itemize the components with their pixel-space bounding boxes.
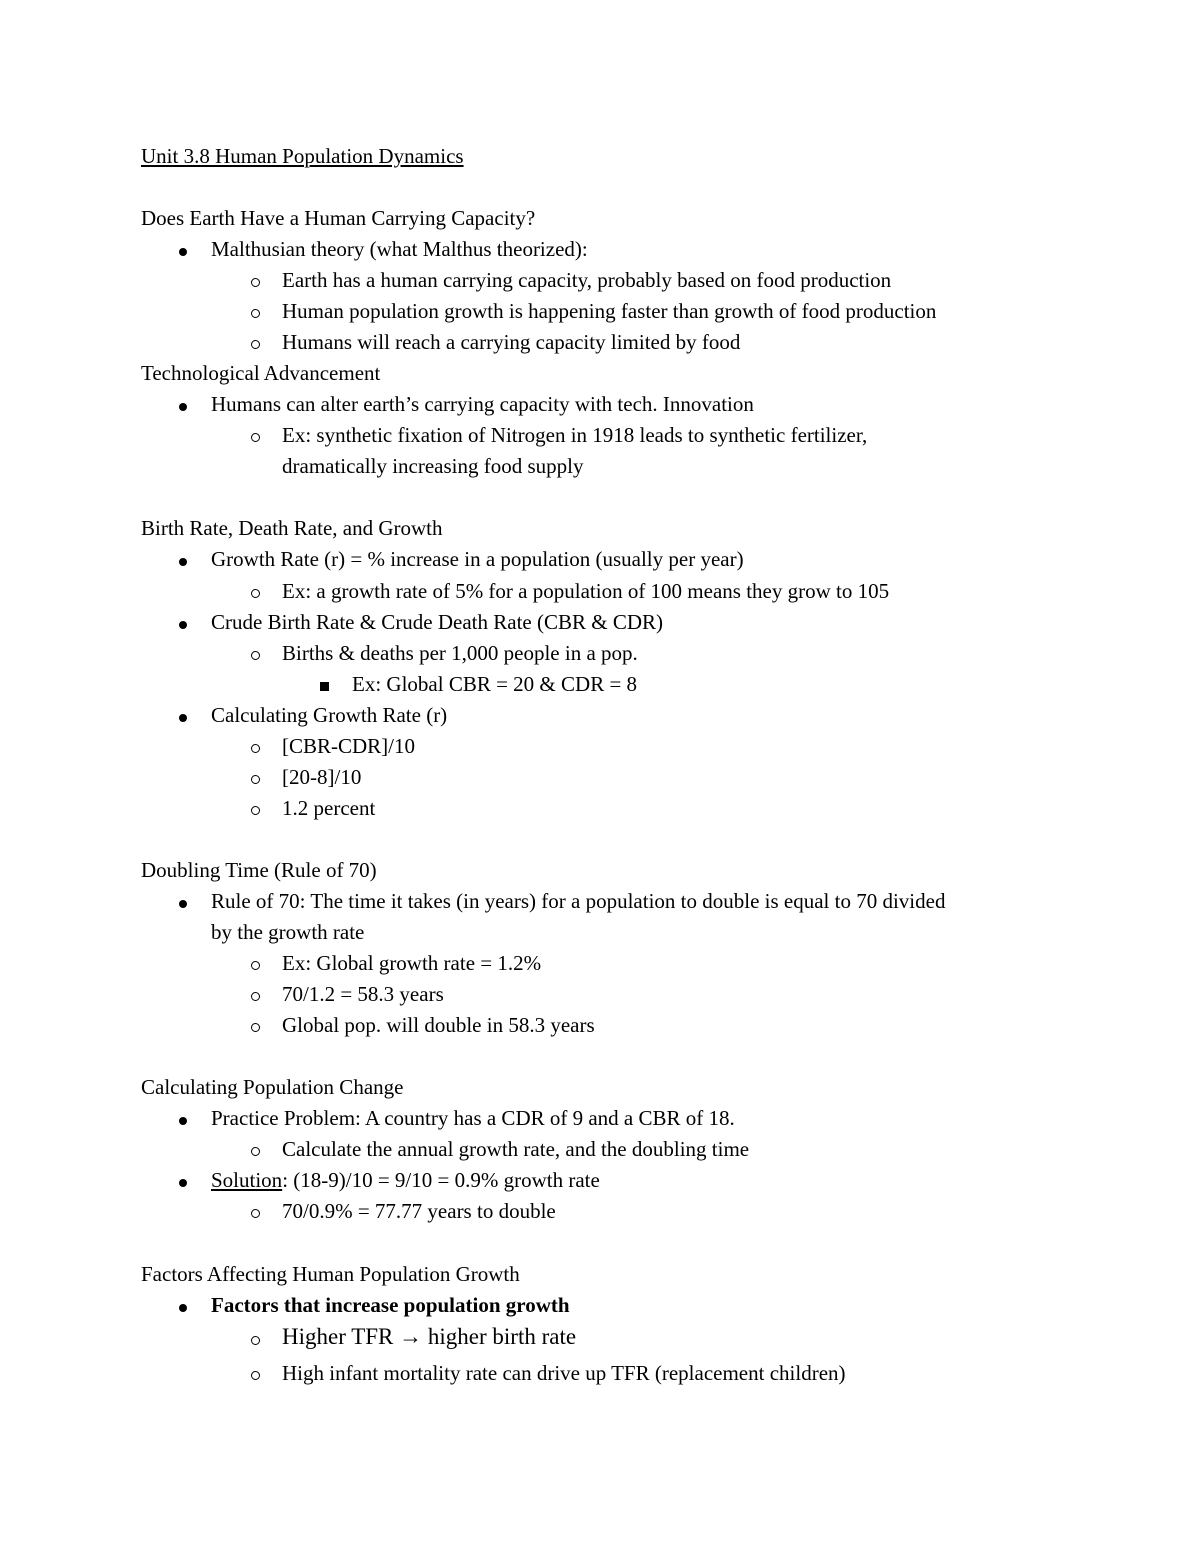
solution-label: Solution	[211, 1168, 283, 1192]
bullet-item-continued: by the growth rate	[211, 920, 365, 944]
page-title: Unit 3.8 Human Population Dynamics	[141, 144, 464, 168]
bullet-circle-icon	[251, 1136, 260, 1162]
sub-bullet-item-continued: dramatically increasing food supply	[282, 454, 584, 478]
bullet-dot-icon	[179, 1167, 187, 1193]
bullet-item: Factors that increase population growth	[211, 1293, 570, 1317]
section-heading-tech-advancement: Technological Advancement	[141, 361, 381, 385]
section-heading-birth-death-growth: Birth Rate, Death Rate, and Growth	[141, 516, 443, 540]
sub-bullet-item: [20-8]/10	[282, 765, 362, 789]
bullet-item: Rule of 70: The time it takes (in years) for a population to double is equal to 70 divided	[211, 889, 946, 913]
bullet-item	[211, 1167, 600, 1193]
sub-bullet-item: Higher TFR → higher birth rate	[282, 1324, 577, 1349]
bullet-item: Crude Birth Rate & Crude Death Rate (CBR & CDR)	[211, 610, 664, 634]
bullet-circle-icon	[251, 981, 260, 1007]
sub-bullet-item: 70/0.9% = 77.77 years to double	[282, 1199, 556, 1223]
sub-bullet-item: Calculate the annual growth rate, and the doubling time	[282, 1137, 750, 1161]
sub-bullet-item: Global pop. will double in 58.3 years	[282, 1013, 595, 1037]
bullet-circle-icon	[251, 578, 260, 604]
bullet-circle-icon	[251, 329, 260, 355]
bullet-circle-icon	[251, 795, 260, 821]
sub-bullet-item: Ex: a growth rate of 5% for a population of 100 means they grow to 105	[282, 579, 890, 603]
bullet-item: Humans can alter earth’s carrying capacity with tech. Innovation	[211, 392, 754, 416]
bullet-item: Growth Rate (r) = % increase in a population (usually per year)	[211, 547, 744, 571]
bullet-circle-icon	[251, 733, 260, 759]
bullet-circle-icon	[251, 640, 260, 666]
bullet-square-icon	[320, 671, 329, 697]
bullet-dot-icon	[179, 1292, 187, 1318]
bullet-circle-icon	[251, 1325, 260, 1351]
sub-bullet-item: Humans will reach a carrying capacity limited by food	[282, 330, 741, 354]
sub-bullet-item: 70/1.2 = 58.3 years	[282, 982, 444, 1006]
bullet-circle-icon	[251, 422, 260, 448]
bullet-dot-icon	[179, 609, 187, 635]
bullet-circle-icon	[251, 1360, 260, 1386]
sub-bullet-item: Earth has a human carrying capacity, probably based on food production	[282, 268, 892, 292]
bullet-circle-icon	[251, 1198, 260, 1224]
bullet-circle-icon	[251, 1012, 260, 1038]
bullet-item: Practice Problem: A country has a CDR of 9 and a CBR of 18.	[211, 1106, 735, 1130]
sub-sub-bullet-item: Ex: Global CBR = 20 & CDR = 8	[352, 672, 638, 696]
bullet-circle-icon	[251, 298, 260, 324]
section-heading-doubling-time: Doubling Time (Rule of 70)	[141, 858, 377, 882]
section-heading-carrying-capacity: Does Earth Have a Human Carrying Capacity?	[141, 206, 536, 230]
sub-bullet-item: Ex: Global growth rate = 1.2%	[282, 951, 542, 975]
sub-bullet-item: [CBR-CDR]/10	[282, 734, 416, 758]
solution-text: : (18-9)/10 = 9/10 = 0.9% growth rate	[282, 1168, 600, 1192]
bullet-dot-icon	[179, 391, 187, 417]
bullet-dot-icon	[179, 702, 187, 728]
section-heading-population-change: Calculating Population Change	[141, 1075, 404, 1099]
bullet-circle-icon	[251, 267, 260, 293]
bullet-circle-icon	[251, 764, 260, 790]
bullet-item: Malthusian theory (what Malthus theorized):	[211, 237, 588, 261]
bullet-dot-icon	[179, 1105, 187, 1131]
bullet-dot-icon	[179, 888, 187, 914]
bullet-dot-icon	[179, 546, 187, 572]
sub-bullet-item: High infant mortality rate can drive up TFR (replacement children)	[282, 1361, 846, 1385]
sub-bullet-item: 1.2 percent	[282, 796, 376, 820]
bullet-dot-icon	[179, 236, 187, 262]
sub-bullet-item: Ex: synthetic fixation of Nitrogen in 1918 leads to synthetic fertilizer,	[282, 423, 868, 447]
bullet-item: Calculating Growth Rate (r)	[211, 703, 448, 727]
bullet-circle-icon	[251, 950, 260, 976]
sub-bullet-item: Human population growth is happening faster than growth of food production	[282, 299, 937, 323]
sub-bullet-item: Births & deaths per 1,000 people in a pop.	[282, 641, 638, 665]
section-heading-factors: Factors Affecting Human Population Growth	[141, 1262, 520, 1286]
